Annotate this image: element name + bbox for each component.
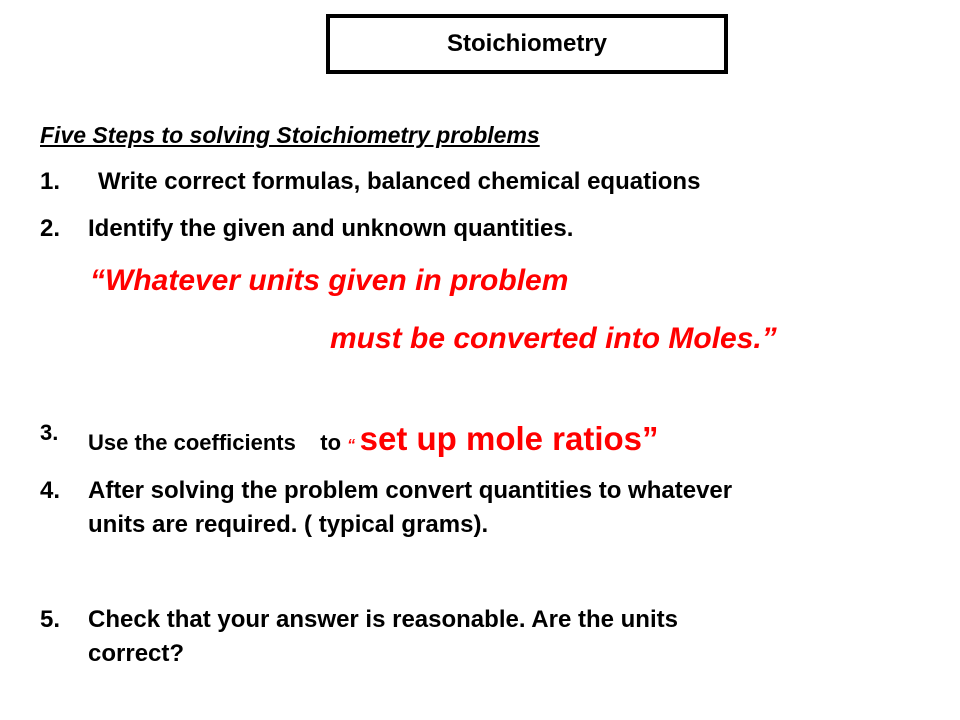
step-3-number: 3. xyxy=(40,420,59,445)
step-4-text xyxy=(88,474,732,542)
step-2-text: Identify the given and unknown quantities. xyxy=(88,215,574,242)
step-1-number: 1. xyxy=(40,168,61,195)
step-3-lead: Use the coefficients to xyxy=(88,430,348,455)
step-3-emphasis: set up mole ratios” xyxy=(359,420,659,457)
quote-line-1: “Whatever units given in problem xyxy=(90,264,569,297)
step-4-line-2: units are required. ( typical grams). xyxy=(88,511,489,538)
step-1-text: Write correct formulas, balanced chemical equations xyxy=(98,168,701,195)
section-heading: Five Steps to solving Stoichiometry problems xyxy=(40,122,540,148)
slide-title: Stoichiometry xyxy=(446,30,608,57)
step-5-number: 5. xyxy=(40,606,61,633)
step-2-number: 2. xyxy=(40,215,61,242)
step-4-line-1: After solving the problem convert quantities to whatever xyxy=(88,477,733,504)
step-3-text xyxy=(88,420,659,458)
step-5-text xyxy=(88,603,678,671)
step-5-line-2: correct? xyxy=(88,640,185,667)
step-5-line-1: Check that your answer is reasonable. Are the units xyxy=(88,606,678,633)
step-3-quote-open: “ xyxy=(347,437,360,454)
step-4-number: 4. xyxy=(40,477,61,504)
slide-title-box xyxy=(326,14,728,74)
quote-line-2: must be converted into Moles.” xyxy=(330,322,777,355)
